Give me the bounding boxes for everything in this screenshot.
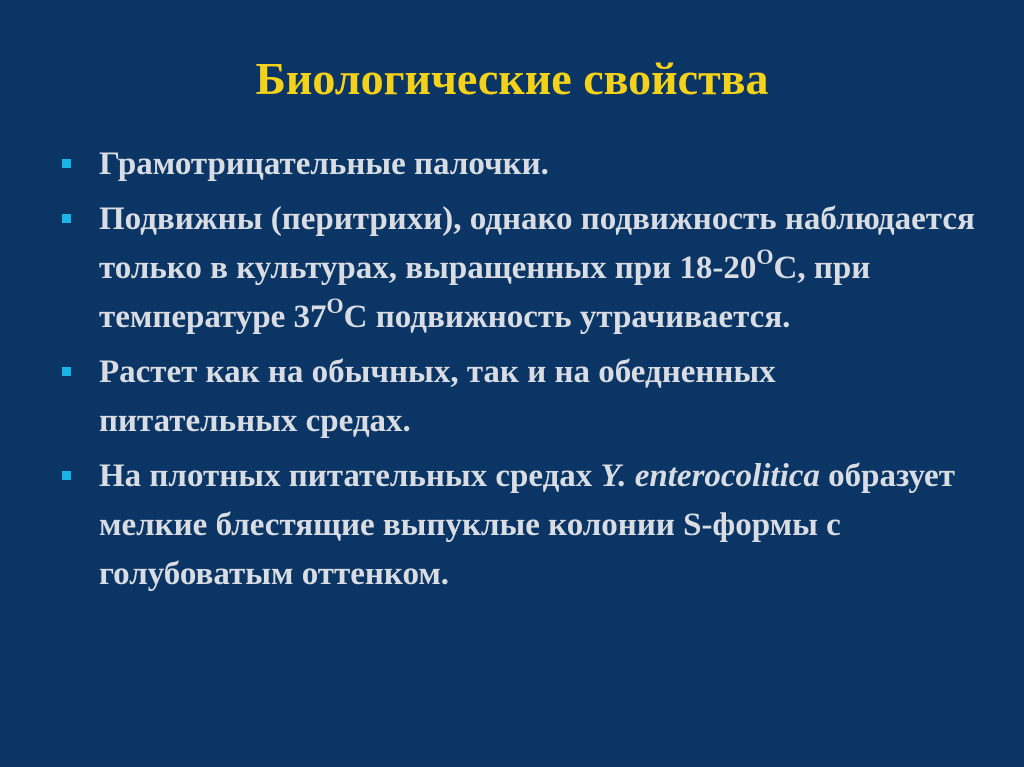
- bullet-text: С, при температуре 37: [99, 250, 871, 335]
- square-bullet-icon: [62, 471, 71, 480]
- degree-superscript: O: [326, 293, 344, 318]
- square-bullet-icon: [62, 367, 71, 376]
- bullet-item: [58, 195, 978, 342]
- bullet-text: С подвижность утрачивается.: [343, 299, 791, 335]
- bullet-text: Грамотрицательные палочки.: [99, 146, 549, 182]
- bullet-list: [58, 140, 978, 605]
- bullet-item: [58, 140, 978, 189]
- square-bullet-icon: [62, 214, 71, 223]
- bullet-item: [58, 348, 978, 446]
- bullet-text: образует мелкие блестящие выпуклые колонии S-формы с голубоватым оттенком.: [99, 458, 955, 592]
- bullet-text: Подвижны (перитрихи), однако подвижность наблюдается только в культурах, выращенных при 18-20: [99, 201, 975, 286]
- square-bullet-icon: [62, 159, 71, 168]
- bullet-text: На плотных питательных средах: [99, 458, 601, 494]
- species-name: Y. enterocolitica: [600, 458, 820, 494]
- bullet-text: Растет как на обычных, так и на обедненных питательных средах.: [99, 354, 776, 439]
- slide-title: Биологические свойства: [255, 53, 769, 104]
- degree-superscript: O: [756, 244, 774, 269]
- bullet-item: [58, 452, 978, 599]
